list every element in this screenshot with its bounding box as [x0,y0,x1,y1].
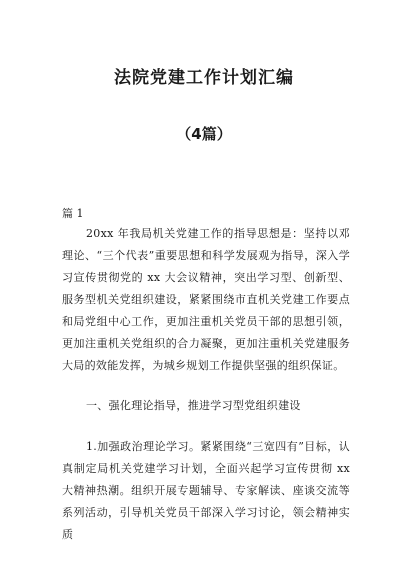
document-subtitle: （4篇） [176,125,232,143]
document-title: 法院党建工作计划汇编 [114,68,294,88]
paragraph-political-study: 1.加强政治理论学习。紧紧围绕“三宽四有”目标，认真制定局机关党建学习计划，全面兴起学习宣传贯彻 xx 大精神热潮。组织开展专题辅导、专家解读、座谈交流等系列活动，引导机关党员干部深入学习讨论，领会精神实质 [62,440,350,541]
section-heading: 一、强化理论指导，推进学习型党组织建设 [86,399,301,412]
paragraph-guiding-ideology: 20xx 年我局机关党建工作的指导思想是：坚持以邓理论、“三个代表”重要思想和科学发展观为指导，深入学习宣传贯彻党的 xx 大会议精神，突出学习型、创新型、服务型机关党组织建设，紧紧围绕市直机关党建工作要点和局党组中心工作，更加注重机关党员干部的思想引领，更加注重机关党组织的合力凝聚，更加注重机关党建服务大局的效能发挥，为城乡规划工作提供坚强的组织保证。 [62,227,350,372]
section-label: 篇 1 [62,207,84,220]
